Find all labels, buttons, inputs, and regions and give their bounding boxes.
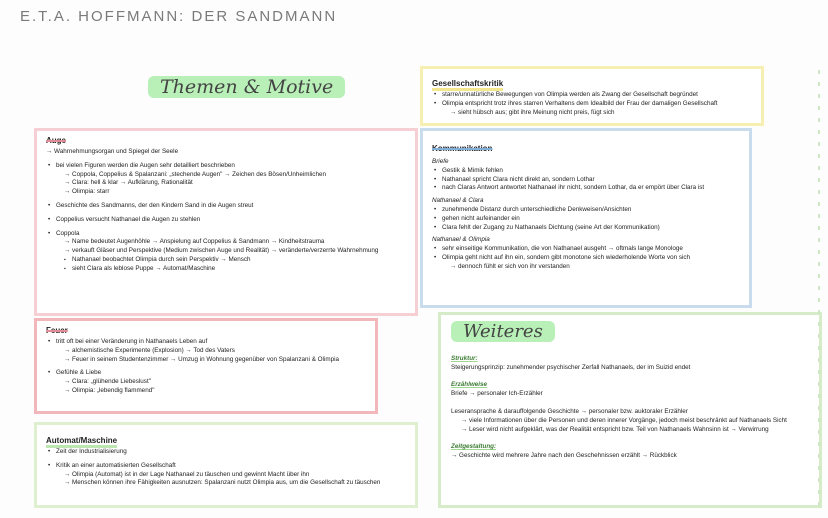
olimpia-line: • sehr einseitige Kommunikation, die von Nathanael ausgeht → oftmals lange Monologe [432, 245, 741, 254]
clara-line: • gehen nicht aufeinander ein [432, 215, 741, 224]
feuer-line: → Olimpia: „lebendig flammend" [64, 386, 155, 394]
leser-line: Leseransprache & darauffolgende Geschichte → personaler bzw. auktoraler Erzähler [451, 407, 688, 415]
zeitgestaltung-text: → Geschichte wird mehrere Jahre nach den Geschehnissen erzählt → Rückblick [451, 452, 677, 460]
auge-line: → Clara: hell & klar → Aufklärung, Rationalität [64, 179, 193, 187]
kommunikation-card [420, 128, 752, 308]
auge-line: → verkauft Gläser und Perspektive (Medium zwischen Auge und Realität) → veränderte/verzerrte Wahrnehmung [64, 247, 379, 255]
themen-motive-title: Themen & Motive [148, 76, 345, 98]
section-title-themen [148, 76, 345, 98]
erzaehlweise-label: Erzählweise [451, 381, 488, 389]
leser-line: → Leser wird nicht aufgeklärt, was der Realität entspricht bzw. Teil von Nathanaels Wahnsinn ist → Verwirrung [461, 425, 769, 433]
auge-line: • Coppelius versucht Nathanael die Augen zu stehlen [46, 216, 407, 225]
auge-line: ▪ sieht Clara als leblose Puppe → Automat/Maschine [46, 265, 407, 274]
gesellschaft-card [420, 66, 764, 126]
automat-card [34, 422, 418, 508]
auge-line: • Coppola [46, 230, 407, 239]
briefe-line: • Gestik & Mimik fehlen [432, 167, 741, 176]
olimpia-line: • Olimpia geht nicht auf ihn ein, sondern gibt monotone sich wiederholende Worte von sich [432, 254, 741, 263]
feuer-line: • Gefühle & Liebe [46, 369, 367, 378]
automat-line: → Olimpia (Automat) ist in der Lage Nathanael zu täuschen und gewinnt Macht über ihn [64, 470, 310, 478]
auge-line: → Wahrnehmungsorgan und Spiegel der Seele [46, 148, 179, 155]
feuer-line: → alchemistische Experimente (Explosion) → Tod des Vaters [64, 346, 235, 354]
automat-line: → Menschen können ihre Fähigkeiten ausnutzen: Spalanzani nutzt Olimpia aus, um die Gesellschaft zu täuschen [64, 479, 381, 487]
clara-subheading: Nathanael & Clara [432, 197, 484, 205]
briefe-line: • nach Claras Antwort antwortet Nathanael ihr nicht, sondern Lothar, da er empört über Clara ist [432, 184, 741, 193]
clara-line: • Clara fehlt der Zugang zu Nathanaels Dichtung (seine Art der Kommunikation) [432, 224, 741, 233]
kommunikation-heading: Kommunikation [432, 144, 493, 153]
weiteres-card [438, 312, 822, 508]
automat-heading: Automat/Maschine [46, 436, 117, 448]
auge-line: ▪ Nathanael beobachtet Olimpia durch sein Perspektiv → Mensch [46, 256, 407, 265]
briefe-subheading: Briefe [432, 158, 449, 165]
auge-line: → Olimpia: starr [64, 188, 110, 196]
gesellschaft-line: → sieht hübsch aus; gibt ihre Meinung nicht preis, fügt sich [450, 108, 615, 116]
page-title: E.T.A. HOFFMANN: DER SANDMANN [20, 8, 338, 25]
clara-line: • zunehmende Distanz durch unterschiedliche Denkweisen/Ansichten [432, 206, 741, 215]
weiteres-title: Weiteres [451, 321, 555, 342]
automat-line: • Kritik an einer automatisierten Gesellschaft [46, 462, 407, 471]
feuer-card [34, 318, 378, 414]
auge-line: • Geschichte des Sandmanns, der den Kindern Sand in die Augen streut [46, 202, 407, 211]
auge-line: → Name bedeutet Augenhöhle → Anspielung auf Coppelius & Sandmann → Kindheitstrauma [64, 238, 325, 246]
decorative-margin-ticks [818, 70, 820, 510]
olimpia-line: → dennoch fühlt er sich von ihr verstanden [450, 262, 570, 270]
struktur-label: Struktur: [451, 354, 478, 362]
feuer-line: → Feuer in seinem Studentenzimmer → Umzug in Wohnung gegenüber von Spalanzani & Olimpia [64, 355, 339, 363]
olimpia-subheading: Nathanael & Olimpia [432, 236, 490, 244]
gesellschaft-heading: Gesellschaftskritik [432, 79, 503, 91]
auge-card [34, 128, 418, 316]
struktur-text: Steigerungsprinzip: zunehmender psychischer Zerfall Nathanaels, der im Suizid endet [451, 363, 691, 371]
briefe-line: • Nathanael spricht Clara nicht direkt an, sondern Lothar [432, 176, 741, 185]
erzaehlweise-text: Briefe → personaler Ich-Erzähler [451, 390, 543, 398]
auge-line: → Coppola, Coppelius & Spalanzani: „stechende Augen" → Zeichen des Bösen/Unheimlichen [64, 170, 326, 178]
feuer-heading: Feuer [46, 326, 68, 335]
gesellschaft-line: • starre/unnatürliche Bewegungen von Olimpia werden als Zwang der Gesellschaft begründet [432, 91, 753, 100]
automat-line: • Zeit der Industrialisierung [46, 448, 407, 457]
zeitgestaltung-label: Zeitgestaltung: [451, 443, 497, 451]
feuer-line: → Clara: „glühende Liebeslust" [64, 378, 151, 386]
auge-heading: Auge [46, 136, 66, 145]
gesellschaft-line: • Olimpia entspricht trotz ihres starren Verhaltens dem Idealbild der Frau der damaligen Gesellschaft [432, 100, 753, 109]
auge-line: • bei vielen Figuren werden die Augen sehr detailliert beschrieben [46, 162, 407, 171]
feuer-line: • tritt oft bei einer Veränderung in Nathanaels Leben auf [46, 338, 367, 347]
weiteres-title-wrap [451, 321, 811, 342]
leser-line: → viele Informationen über die Personen und deren innerer Vorgänge, jedoch meist beschränkt auf Nathanaels Sicht [461, 416, 787, 424]
